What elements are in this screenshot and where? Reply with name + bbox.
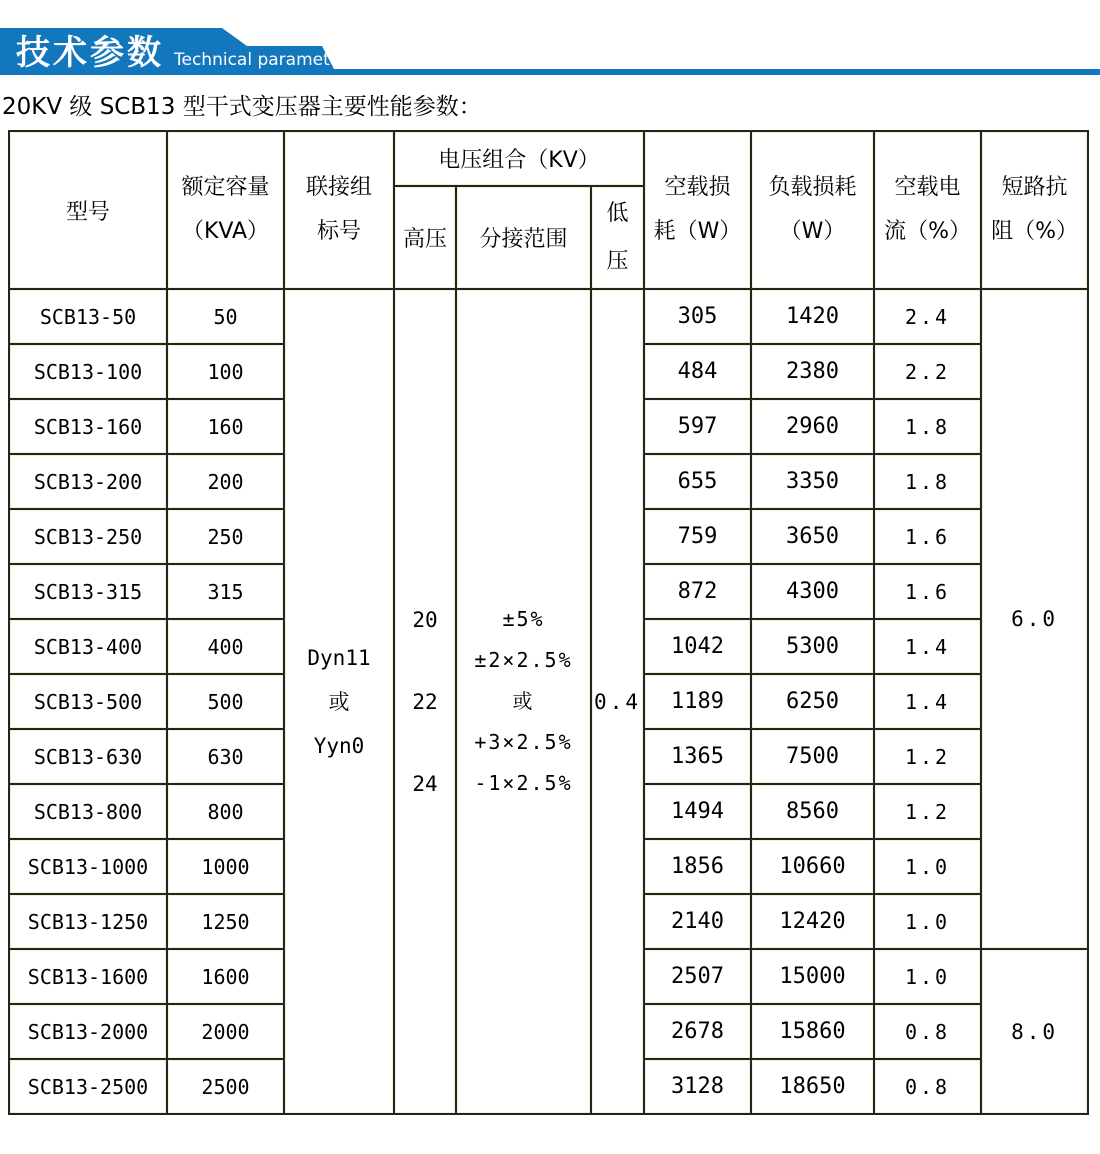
cell-load-loss: 3350 [751, 454, 874, 509]
cell-no-load-loss: 1189 [644, 674, 751, 729]
cell-capacity: 800 [167, 784, 284, 839]
col-header-no-load-current-line1: 空载电 [894, 175, 961, 200]
connection-line: Dyn11 [307, 645, 371, 670]
cell-load-loss: 1420 [751, 289, 874, 344]
cell-no-load-loss: 1856 [644, 839, 751, 894]
col-header-capacity [167, 131, 284, 289]
col-header-no-load-loss [644, 131, 751, 289]
cell-capacity: 400 [167, 619, 284, 674]
tap-line: +3×2.5% [474, 730, 573, 754]
cell-load-loss: 12420 [751, 894, 874, 949]
cell-capacity: 50 [167, 289, 284, 344]
cell-lv-value: 0.4 [591, 289, 644, 1114]
tap-line: ±5% [502, 607, 545, 631]
cell-capacity: 160 [167, 399, 284, 454]
banner-title-en: Technical parameter [174, 50, 348, 70]
cell-no-load-loss: 597 [644, 399, 751, 454]
cell-load-loss: 3650 [751, 509, 874, 564]
tap-line: ±2×2.5% [474, 648, 573, 672]
banner [0, 0, 1100, 80]
cell-capacity: 200 [167, 454, 284, 509]
cell-capacity: 1250 [167, 894, 284, 949]
header-row-1 [9, 131, 1088, 186]
connection-line: Yyn0 [313, 733, 365, 758]
col-header-impedance-line2: 阻（%） [991, 219, 1078, 244]
cell-capacity: 1000 [167, 839, 284, 894]
cell-capacity: 500 [167, 674, 284, 729]
col-header-lv [591, 186, 644, 289]
col-header-no-load-current-line2: 流（%） [884, 219, 971, 244]
cell-no-load-current: 2.2 [874, 344, 981, 399]
col-header-connection-line2: 标号 [316, 219, 361, 244]
col-header-no-load-loss-line2: 耗（W） [653, 219, 742, 244]
cell-hv-values [394, 289, 456, 1114]
cell-no-load-current: 1.8 [874, 399, 981, 454]
cell-no-load-current: 1.6 [874, 564, 981, 619]
cell-no-load-current: 0.8 [874, 1059, 981, 1114]
cell-no-load-current: 1.4 [874, 674, 981, 729]
cell-load-loss: 15000 [751, 949, 874, 1004]
cell-model: SCB13-1000 [9, 839, 167, 894]
col-header-connection [284, 131, 394, 289]
cell-capacity: 250 [167, 509, 284, 564]
hv-value: 20 [412, 607, 438, 632]
cell-no-load-loss: 3128 [644, 1059, 751, 1114]
cell-no-load-loss: 2678 [644, 1004, 751, 1059]
col-header-connection-line1: 联接组 [305, 175, 372, 200]
cell-no-load-current: 1.8 [874, 454, 981, 509]
cell-load-loss: 2380 [751, 344, 874, 399]
cell-capacity: 2500 [167, 1059, 284, 1114]
cell-no-load-loss: 1494 [644, 784, 751, 839]
cell-impedance-6: 6.0 [981, 289, 1088, 949]
cell-no-load-current: 1.2 [874, 729, 981, 784]
cell-load-loss: 6250 [751, 674, 874, 729]
cell-model: SCB13-315 [9, 564, 167, 619]
cell-capacity: 1600 [167, 949, 284, 1004]
cell-no-load-loss: 305 [644, 289, 751, 344]
cell-no-load-loss: 655 [644, 454, 751, 509]
cell-model: SCB13-100 [9, 344, 167, 399]
cell-no-load-loss: 484 [644, 344, 751, 399]
banner-ribbon-shape [0, 0, 1100, 80]
cell-model: SCB13-160 [9, 399, 167, 454]
cell-load-loss: 7500 [751, 729, 874, 784]
cell-model: SCB13-2000 [9, 1004, 167, 1059]
col-header-capacity-line2: （KVA） [181, 219, 270, 244]
col-header-no-load-loss-line1: 空载损 [664, 175, 731, 200]
cell-impedance-8: 8.0 [981, 949, 1088, 1114]
parameters-table [8, 130, 1089, 1115]
cell-no-load-current: 1.4 [874, 619, 981, 674]
cell-model: SCB13-200 [9, 454, 167, 509]
cell-capacity: 315 [167, 564, 284, 619]
cell-load-loss: 4300 [751, 564, 874, 619]
tap-line: 或 [512, 689, 535, 713]
connection-line: 或 [328, 689, 350, 714]
cell-no-load-loss: 1042 [644, 619, 751, 674]
cell-connection-group [284, 289, 394, 1114]
cell-no-load-loss: 2507 [644, 949, 751, 1004]
cell-model: SCB13-1250 [9, 894, 167, 949]
cell-model: SCB13-500 [9, 674, 167, 729]
cell-load-loss: 10660 [751, 839, 874, 894]
cell-no-load-loss: 2140 [644, 894, 751, 949]
cell-model: SCB13-630 [9, 729, 167, 784]
col-header-hv: 高压 [394, 186, 456, 289]
cell-no-load-current: 1.0 [874, 949, 981, 1004]
cell-no-load-loss: 759 [644, 509, 751, 564]
cell-model: SCB13-250 [9, 509, 167, 564]
col-header-model: 型号 [9, 131, 167, 289]
cell-no-load-current: 1.6 [874, 509, 981, 564]
cell-model: SCB13-400 [9, 619, 167, 674]
cell-load-loss: 5300 [751, 619, 874, 674]
cell-model: SCB13-50 [9, 289, 167, 344]
col-header-capacity-line1: 额定容量 [181, 175, 270, 200]
cell-capacity: 630 [167, 729, 284, 784]
table-row [9, 289, 1088, 344]
cell-no-load-current: 2.4 [874, 289, 981, 344]
cell-no-load-current: 1.2 [874, 784, 981, 839]
cell-load-loss: 15860 [751, 1004, 874, 1059]
col-header-load-loss-line1: 负载损耗 [768, 175, 857, 200]
col-header-load-loss-line2: （W） [779, 219, 846, 244]
cell-load-loss: 18650 [751, 1059, 874, 1114]
cell-tap-range [456, 289, 591, 1114]
cell-capacity: 2000 [167, 1004, 284, 1059]
cell-model: SCB13-2500 [9, 1059, 167, 1114]
cell-no-load-current: 1.0 [874, 839, 981, 894]
col-header-no-load-current [874, 131, 981, 289]
col-header-lv-line2: 压 [606, 248, 629, 274]
hv-value: 24 [412, 771, 438, 796]
cell-no-load-loss: 872 [644, 564, 751, 619]
col-header-impedance [981, 131, 1088, 289]
cell-model: SCB13-1600 [9, 949, 167, 1004]
hv-value: 22 [412, 689, 438, 714]
cell-no-load-loss: 1365 [644, 729, 751, 784]
cell-load-loss: 2960 [751, 399, 874, 454]
cell-no-load-current: 0.8 [874, 1004, 981, 1059]
cell-load-loss: 8560 [751, 784, 874, 839]
col-header-impedance-line1: 短路抗 [1001, 175, 1068, 200]
banner-title-cn: 技术参数 [16, 33, 164, 73]
cell-capacity: 100 [167, 344, 284, 399]
col-header-load-loss [751, 131, 874, 289]
tap-line: -1×2.5% [474, 771, 573, 795]
page-title: 20KV 级 SCB13 型干式变压器主要性能参数： [2, 94, 482, 120]
cell-model: SCB13-800 [9, 784, 167, 839]
col-header-tap-range: 分接范围 [456, 186, 591, 289]
col-header-lv-line1: 低 [606, 200, 629, 226]
cell-no-load-current: 1.0 [874, 894, 981, 949]
col-header-voltage-group: 电压组合（KV） [394, 131, 644, 186]
